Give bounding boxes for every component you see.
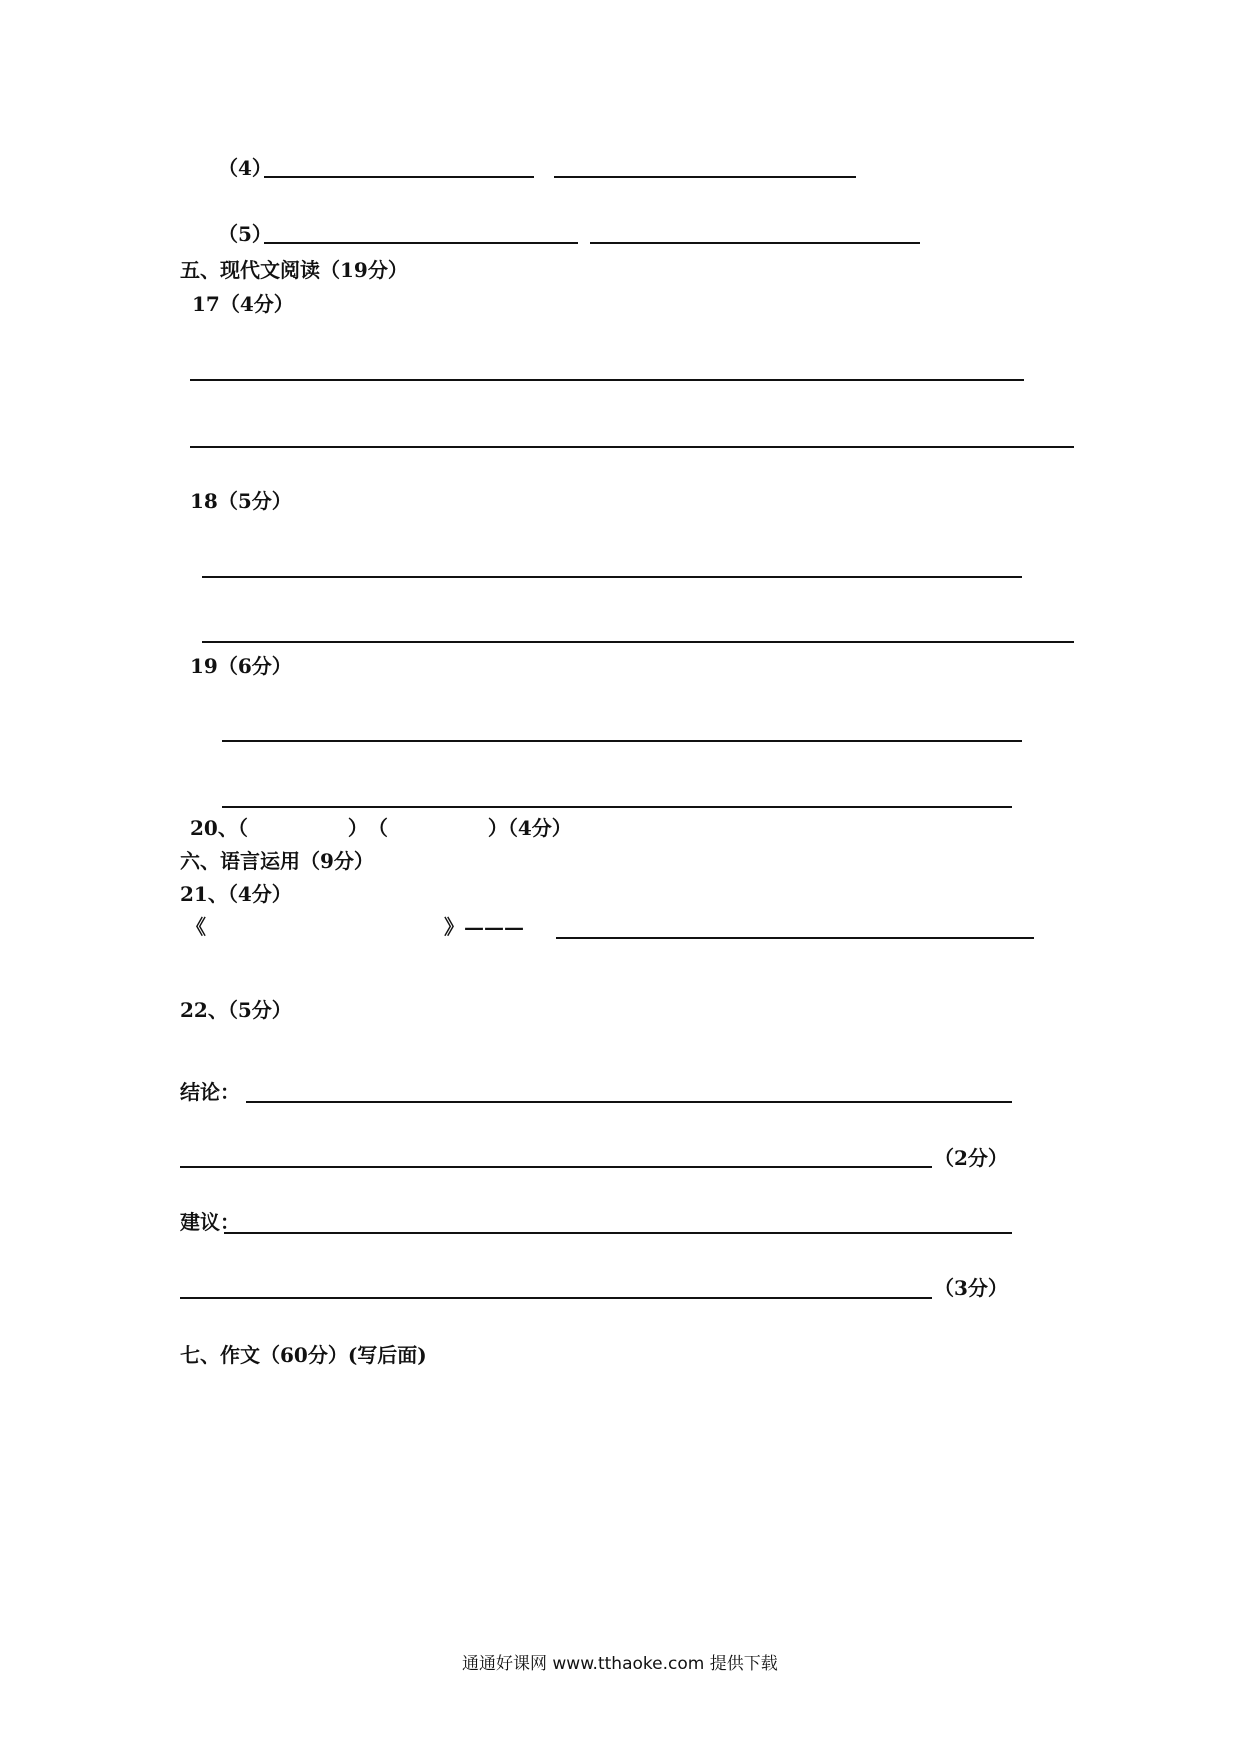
question-17-label: 17（4分） bbox=[192, 292, 294, 316]
question-19-answer-line-2[interactable] bbox=[222, 806, 1012, 808]
suggestion-score: （3分） bbox=[934, 1276, 1008, 1300]
section-5-heading: 五、现代文阅读（19分） bbox=[180, 258, 408, 282]
conclusion-label: 结论： bbox=[180, 1080, 240, 1104]
conclusion-score: （2分） bbox=[934, 1146, 1008, 1170]
suggestion-answer-line-2[interactable] bbox=[180, 1297, 932, 1299]
question-19-label: 19（6分） bbox=[190, 654, 292, 678]
question-18-label: 18（5分） bbox=[190, 489, 292, 513]
question-18-answer-line-1[interactable] bbox=[202, 576, 1022, 578]
footer-text: 通通好课网 www.tthaoke.com 提供下载 bbox=[462, 1654, 778, 1674]
conclusion-answer-line-2[interactable] bbox=[180, 1166, 932, 1168]
question-21-close-bracket: 》——— bbox=[444, 915, 524, 939]
question-17-answer-line-2[interactable] bbox=[190, 446, 1074, 448]
suggestion-answer-line-1[interactable] bbox=[224, 1232, 1012, 1234]
item-4-answer-line-2[interactable] bbox=[554, 176, 856, 178]
item-5-label: （5） bbox=[218, 222, 272, 246]
section-6-heading: 六、语言运用（9分） bbox=[180, 849, 374, 873]
question-18-answer-line-2[interactable] bbox=[202, 641, 1074, 643]
item-4-label: （4） bbox=[218, 156, 272, 180]
question-21-answer-line[interactable] bbox=[556, 937, 1034, 939]
suggestion-label: 建议： bbox=[180, 1210, 240, 1234]
question-19-answer-line-1[interactable] bbox=[222, 740, 1022, 742]
question-22-label: 22、（5分） bbox=[180, 998, 292, 1022]
question-20-label: 20、（ ） （ ）（4分） bbox=[190, 816, 572, 840]
question-21-label: 21、（4分） bbox=[180, 882, 292, 906]
item-5-answer-line-1[interactable] bbox=[264, 242, 578, 244]
conclusion-answer-line-1[interactable] bbox=[246, 1101, 1012, 1103]
item-4-answer-line-1[interactable] bbox=[264, 176, 534, 178]
item-5-answer-line-2[interactable] bbox=[590, 242, 920, 244]
section-7-heading: 七、作文（60分）(写后面) bbox=[180, 1343, 427, 1367]
question-17-answer-line-1[interactable] bbox=[190, 379, 1024, 381]
question-21-open-bracket: 《 bbox=[186, 915, 206, 939]
